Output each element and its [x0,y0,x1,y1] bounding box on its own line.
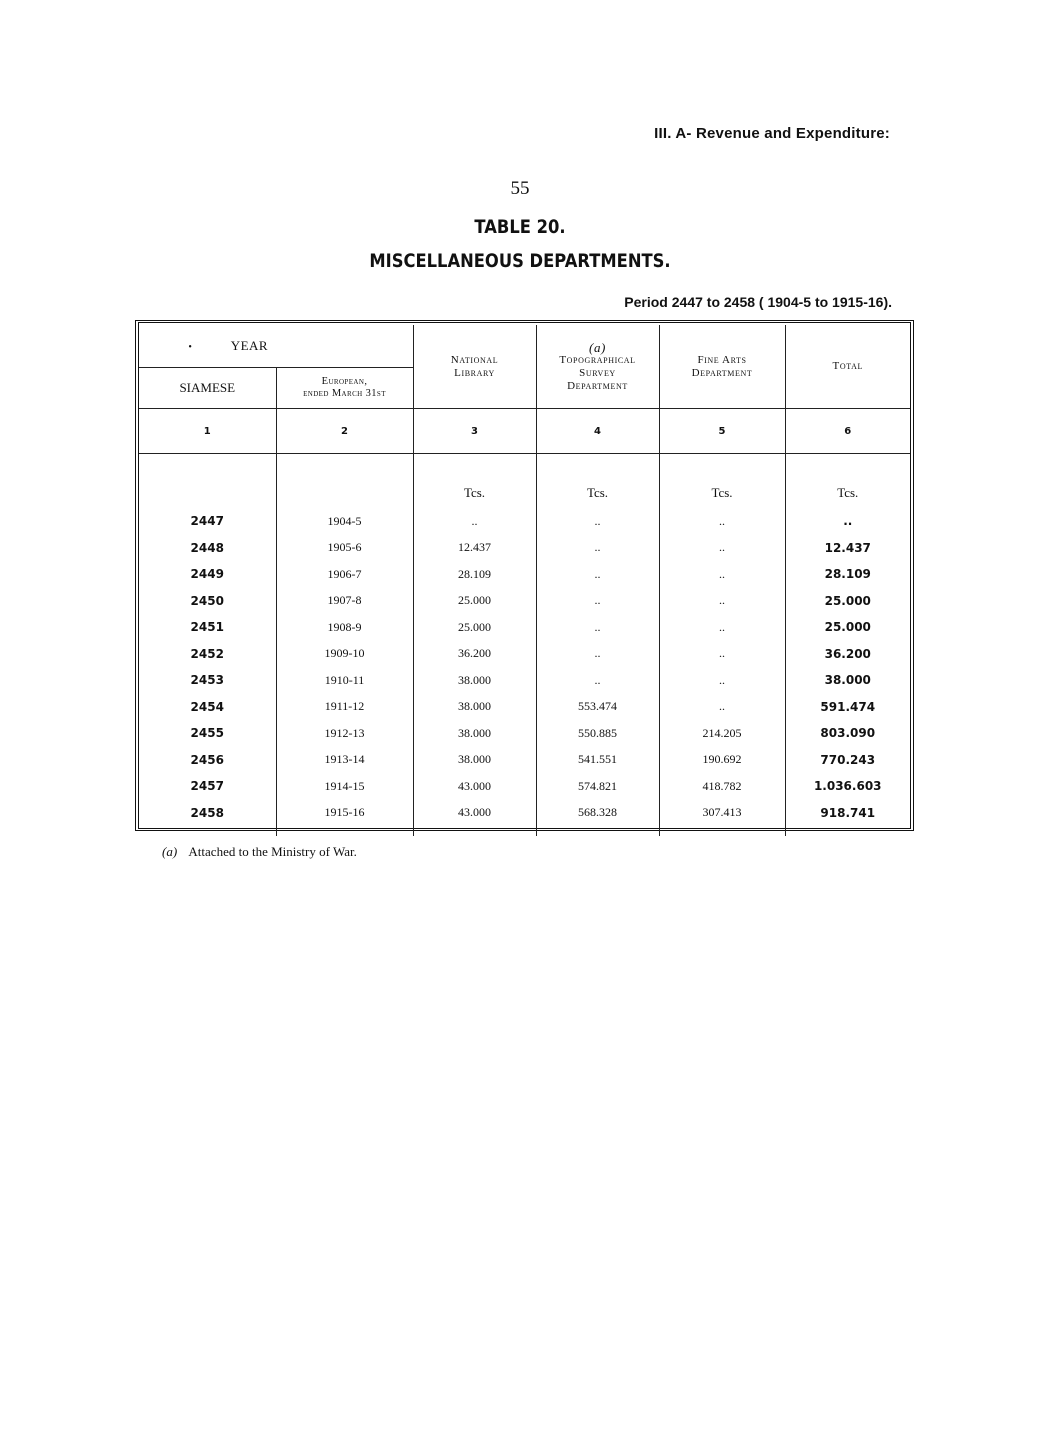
cell-fine-arts: .. [659,508,785,535]
cell-fine-arts: .. [659,614,785,641]
table-body [139,454,910,837]
table-row [139,561,910,588]
column-number-4: 4 [536,409,659,454]
cell-topographical-survey: .. [536,614,659,641]
table-row [139,747,910,774]
cell-siamese: 2452 [139,641,276,668]
cell-topographical-survey: .. [536,535,659,562]
cell-fine-arts: .. [659,694,785,721]
cell-european: 1912-13 [276,720,413,747]
cell-topographical-survey: .. [536,588,659,615]
footnote-marker: (a) [162,844,178,859]
column-number-2: 2 [276,409,413,454]
table-row [139,773,910,800]
cell-european: 1906-7 [276,561,413,588]
column-number-3: 3 [413,409,536,454]
unit-label: Tcs. [837,485,859,500]
cell-total: 1.036.603 [813,779,882,794]
cell-siamese: 2448 [139,535,276,562]
table-row [139,535,910,562]
cell-siamese: 2453 [139,667,276,694]
cell-national-library: 38.000 [413,694,536,721]
cell-topographical-survey: 550.885 [536,720,659,747]
table-title: TABLE 20. [474,216,566,238]
cell-topographical-survey: 541.551 [536,747,659,774]
table-subtitle: MISCELLANEOUS DEPARTMENTS. [369,250,671,272]
topographical-header-line2: Survey [579,366,616,379]
table-row [139,641,910,668]
cell-fine-arts: .. [659,588,785,615]
table-row [139,720,910,747]
cell-fine-arts: 190.692 [659,747,785,774]
topographical-header-line1: Topographical [559,353,636,366]
cell-siamese: 2454 [139,694,276,721]
cell-siamese: 2450 [139,588,276,615]
section-header: III. A- Revenue and Expenditure: [654,125,890,142]
siamese-header: SIAMESE [139,368,276,409]
cell-european: 1911-12 [276,694,413,721]
cell-topographical-survey: .. [536,667,659,694]
cell-national-library: 25.000 [413,588,536,615]
cell-fine-arts: .. [659,535,785,562]
cell-european: 1910-11 [276,667,413,694]
cell-national-library: 12.437 [413,535,536,562]
cell-fine-arts: 214.205 [659,720,785,747]
cell-european: 1913-14 [276,747,413,774]
footnote [162,844,357,860]
cell-siamese: 2456 [139,747,276,774]
year-header-label: YEAR [230,338,269,353]
cell-siamese: 2455 [139,720,276,747]
fine-arts-header [659,325,785,409]
cell-national-library: 36.200 [413,641,536,668]
cell-national-library: 38.000 [413,720,536,747]
cell-total: 591.474 [820,699,876,714]
year-header [139,325,413,368]
cell-european: 1914-15 [276,773,413,800]
table-head [139,325,910,454]
cell-total: 12.437 [824,540,871,555]
fine-arts-header-line1: Fine Arts [697,353,747,366]
fine-arts-header-line2: Department [691,366,753,379]
european-header-line1: European, [321,376,368,387]
topographical-survey-header [536,325,659,409]
column-number-6: 6 [785,409,910,454]
cell-national-library: 38.000 [413,747,536,774]
cell-national-library: 38.000 [413,667,536,694]
cell-total: 28.109 [824,567,871,582]
cell-total: 25.000 [824,593,871,608]
table-row [139,508,910,535]
table-row [139,667,910,694]
cell-total: 918.741 [820,805,876,820]
table-row [139,694,910,721]
year-bullet: • [188,342,193,353]
unit-label: Tcs. [413,478,536,508]
unit-label: Tcs. [659,478,785,508]
national-library-header [413,325,536,409]
period-label: Period 2447 to 2458 ( 1904-5 to 1915-16). [624,294,892,310]
cell-european: 1904-5 [276,508,413,535]
cell-european: 1905-6 [276,535,413,562]
cell-national-library: .. [413,508,536,535]
table-row [139,800,910,827]
cell-topographical-survey: 553.474 [536,694,659,721]
european-header [276,368,413,409]
expenditure-table [139,325,910,836]
european-header-line2: ended March 31st [303,388,386,399]
cell-siamese: 2458 [139,800,276,827]
total-header-label: Total [832,360,863,372]
units-row [139,478,910,508]
cell-siamese: 2449 [139,561,276,588]
cell-total: .. [843,514,853,529]
cell-total: 803.090 [820,726,876,741]
cell-total: 38.000 [824,673,871,688]
column-number-1: 1 [139,409,276,454]
cell-fine-arts: .. [659,667,785,694]
national-library-header-line2: Library [454,366,495,379]
cell-european: 1907-8 [276,588,413,615]
cell-siamese: 2451 [139,614,276,641]
column-number-5: 5 [659,409,785,454]
cell-european: 1909-10 [276,641,413,668]
cell-siamese: 2447 [139,508,276,535]
table-row [139,614,910,641]
cell-topographical-survey: 574.821 [536,773,659,800]
total-header [785,325,910,409]
cell-siamese: 2457 [139,773,276,800]
topographical-note-marker: (a) [589,339,606,355]
cell-fine-arts: .. [659,561,785,588]
cell-european: 1915-16 [276,800,413,827]
cell-national-library: 25.000 [413,614,536,641]
cell-national-library: 43.000 [413,773,536,800]
cell-topographical-survey: .. [536,561,659,588]
cell-topographical-survey: .. [536,508,659,535]
cell-national-library: 43.000 [413,800,536,827]
national-library-header-line1: National [450,353,499,366]
unit-label: Tcs. [536,478,659,508]
cell-total: 770.243 [820,752,876,767]
cell-topographical-survey: .. [536,641,659,668]
topographical-header-line3: Department [567,379,628,392]
cell-fine-arts: .. [659,641,785,668]
cell-national-library: 28.109 [413,561,536,588]
cell-fine-arts: 307.413 [659,800,785,827]
cell-total: 25.000 [824,620,871,635]
cell-european: 1908-9 [276,614,413,641]
table-row [139,588,910,615]
page-number: 55 [510,178,530,199]
cell-topographical-survey: 568.328 [536,800,659,827]
cell-fine-arts: 418.782 [659,773,785,800]
footnote-text: Attached to the Ministry of War. [188,844,357,859]
cell-total: 36.200 [824,646,871,661]
